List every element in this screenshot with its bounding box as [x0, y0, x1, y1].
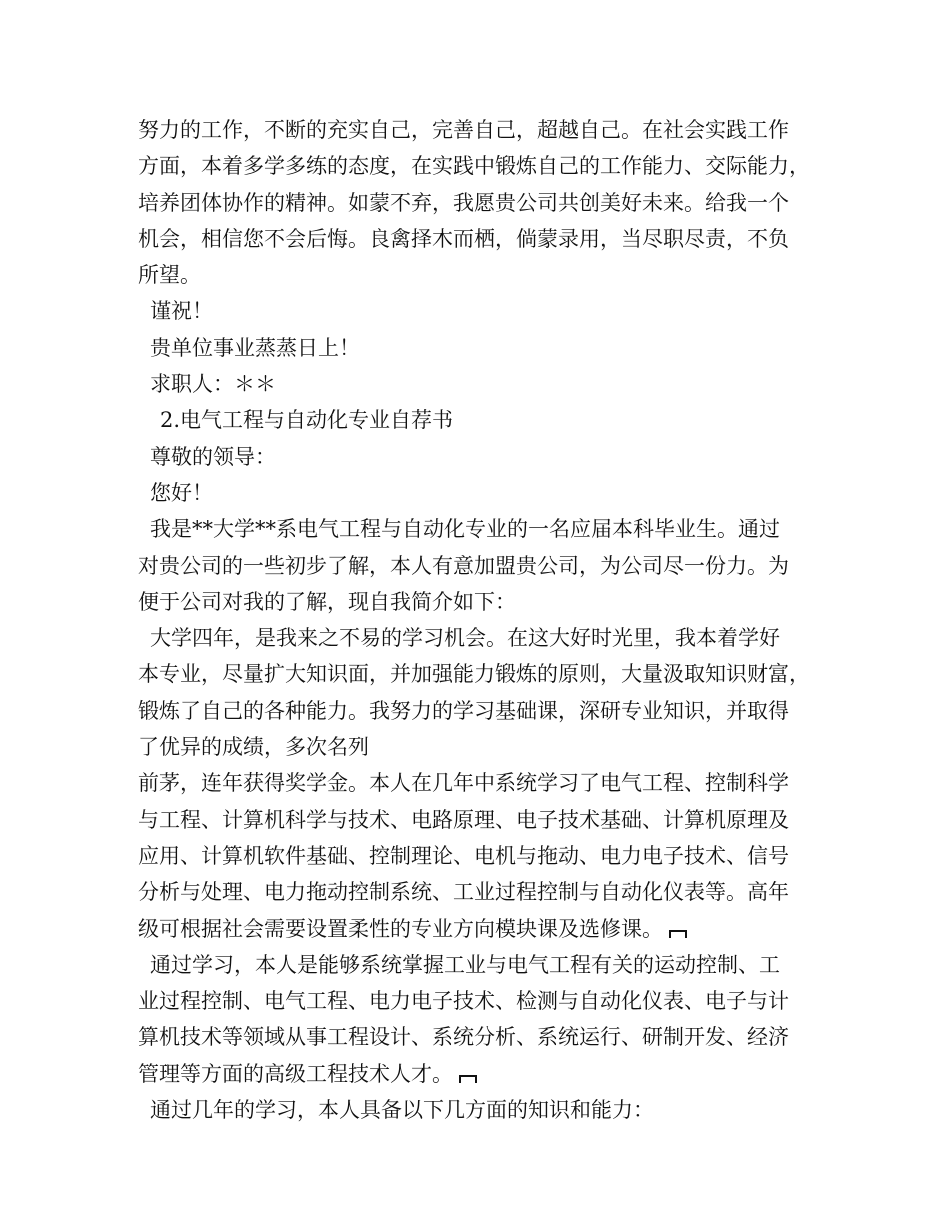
text-line-24: 通过学习，本人是能够系统掌握工业与电气工程有关的运动控制、工 [150, 952, 780, 977]
text-line-17: 锻炼了自己的各种能力。我努力的学习基础课，深研专业知识，并取得 [138, 698, 789, 723]
text-line-1: 努力的工作，不断的充实自己，完善自己，超越自己。在社会实践工作 [138, 118, 789, 142]
bracket-mark-icon [459, 1075, 477, 1083]
section-heading: 2.电气工程与自动化专业自荐书 [160, 408, 454, 433]
closing-salutation: 谨祝！ [150, 299, 213, 324]
text-line-12: 我是**大学**系电气工程与自动化专业的一名应届本科毕业生。通过 [150, 517, 780, 542]
text-line-18: 了优异的成绩，多次名列 [138, 735, 369, 760]
text-line-14: 便于公司对我的了解，现自我简介如下： [138, 589, 516, 614]
text-line-3: 培养团体协作的精神。如蒙不弃，我愿贵公司共创美好未来。给我一个 [138, 190, 789, 215]
text-line-27: 管理等方面的高级工程技术人才。 [138, 1061, 453, 1086]
text-line-20: 与工程、计算机科学与技术、电路原理、电子技术基础、计算机原理及 [138, 807, 789, 832]
text-line-4: 机会，相信您不会后悔。良禽择木而栖，倘蒙录用，当尽职尽责，不负 [138, 226, 789, 251]
text-line-28: 通过几年的学习，本人具备以下几方面的知识和能力： [150, 1098, 654, 1123]
closing-wish: 贵单位事业蒸蒸日上！ [150, 335, 360, 360]
text-line-5: 所望。 [138, 263, 201, 288]
text-line-21: 应用、计算机软件基础、控制理论、电机与拖动、电力电子技术、信号 [138, 843, 789, 868]
bracket-mark-icon [669, 930, 687, 938]
text-line-23-row [138, 911, 828, 947]
text-line-2: 方面，本着多学多练的态度，在实践中锻炼自己的工作能力、交际能力， [138, 154, 810, 179]
greeting-hello: 您好！ [150, 480, 213, 505]
text-line-26: 算机技术等领域从事工程设计、系统分析、系统运行、研制开发、经济 [138, 1025, 789, 1050]
text-line-15: 大学四年，是我来之不易的学习机会。在这大好时光里，我本着学好 [150, 626, 780, 651]
text-line-27-row [138, 1056, 828, 1092]
text-line-16: 本专业，尽量扩大知识面，并加强能力锻炼的原则，大量汲取知识财富， [138, 662, 810, 687]
document-page [138, 112, 828, 1128]
text-line-23: 级可根据社会需要设置柔性的专业方向模块课及选修课。 [138, 916, 663, 941]
text-line-22: 分析与处理、电力拖动控制系统、工业过程控制与自动化仪表等。高年 [138, 880, 789, 905]
greeting-recipient: 尊敬的领导： [150, 444, 276, 469]
signature-line: 求职人：＊＊ [150, 372, 276, 397]
text-line-25: 业过程控制、电气工程、电力电子技术、检测与自动化仪表、电子与计 [138, 989, 789, 1014]
text-line-13: 对贵公司的一些初步了解，本人有意加盟贵公司，为公司尽一份力。为 [138, 553, 789, 578]
text-line-19: 前茅，连年获得奖学金。本人在几年中系统学习了电气工程、控制科学 [138, 771, 789, 796]
